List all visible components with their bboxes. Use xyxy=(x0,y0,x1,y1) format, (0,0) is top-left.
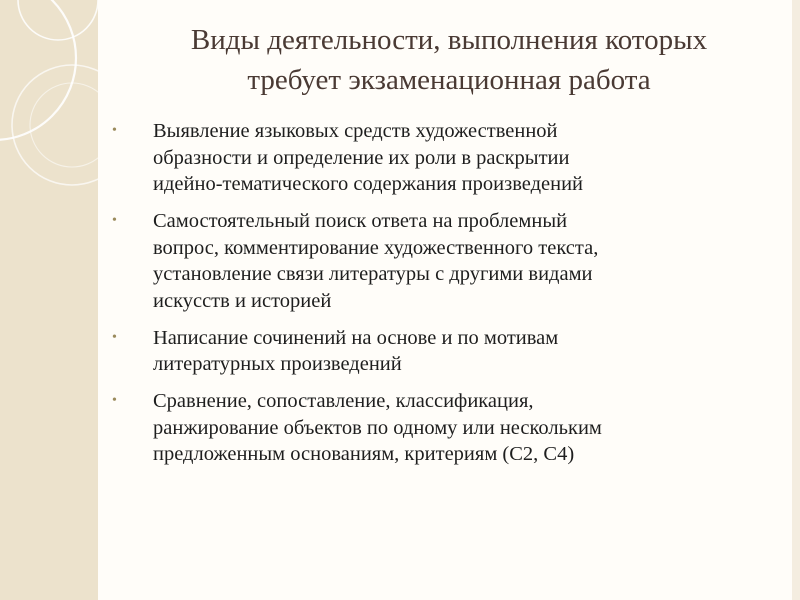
bullet-text-line: литературных произведений xyxy=(153,353,402,375)
bullet-text-line: ранжирование объектов по одному или нескольким xyxy=(153,416,602,439)
bullet-text-line: идейно-тематического содержания произведений xyxy=(153,173,584,195)
bullet-text-line: образности и определение их роли в раскрытии xyxy=(153,146,570,169)
decorative-ring-large xyxy=(0,0,76,140)
bullet-text-line: установление связи литературы с другими видами xyxy=(153,263,593,285)
bullet-text-line: Самостоятельный поиск ответа на проблемный xyxy=(153,210,568,232)
slide-title-line: требует экзаменационная работа xyxy=(247,64,651,96)
bullet-icon: • xyxy=(112,213,117,228)
bullet-list xyxy=(112,118,792,478)
bullet-icon: • xyxy=(112,329,117,345)
bullet-text-line: Написание сочинений на основе и по мотивам xyxy=(153,326,559,349)
decorative-rings xyxy=(0,0,98,600)
bullet-item xyxy=(112,325,792,378)
bullet-item xyxy=(112,118,792,198)
bullet-text-line: предложенным основаниям, критериям (С2, С4) xyxy=(153,443,575,465)
bullet-text-line: Сравнение, сопоставление, классификация, xyxy=(153,390,534,412)
bullet-text-line: Выявление языковых средств художественной xyxy=(153,120,558,142)
slide-title-line: Виды деятельности, выполнения которых xyxy=(190,24,708,56)
bullet-item xyxy=(112,388,792,468)
decorative-ring-lower xyxy=(12,65,98,185)
bullet-text-line: искусств и историей xyxy=(153,289,332,312)
slide-title xyxy=(98,20,800,100)
bullet-item xyxy=(112,208,792,314)
bullet-text-line: вопрос, комментирование художественного текста, xyxy=(153,236,599,259)
bullet-icon: • xyxy=(112,123,117,138)
bullet-icon: • xyxy=(112,393,117,408)
